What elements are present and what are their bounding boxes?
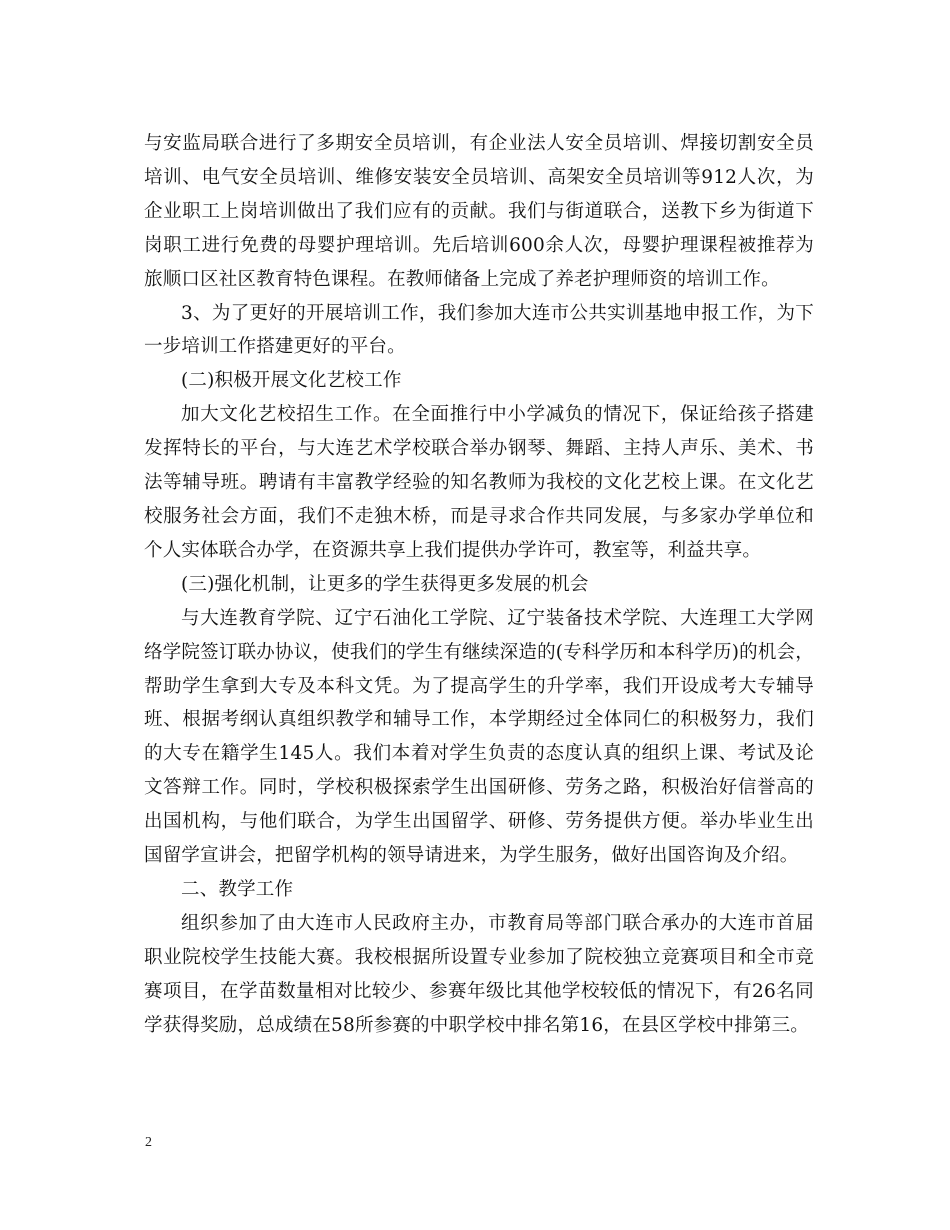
section-heading-teaching-work: 二、教学工作 — [181, 878, 294, 900]
section-heading-arts-school: (二)积极开展文化艺校工作 — [181, 370, 402, 392]
paragraph-skills-competition: 组织参加了由大连市人民政府主办，市教育局等部门联合承办的大连市首届职业院校学生技能大赛。我校根据所设置专业参加了院校独立竞赛项目和全市竞赛项目，在学苗数量相对比较少、参赛年级比其他学校较低的情况下，有26名同学获得奖励，总成绩在58所参赛的中职学校中排名第16，在县区学校中排第三。 — [144, 912, 814, 1036]
paragraph-arts-school-enrollment: 加大文化艺校招生工作。在全面推行中小学减负的情况下，保证给孩子搭建发挥特长的平台，与大连艺术学校联合举办钢琴、舞蹈、主持人声乐、美术、书法等辅导班。聘请有丰富教学经验的知名教师为我校的文化艺校上课。在文化艺校服务社会方面，我们不走独木桥，而是寻求合作共同发展，与多家办学单位和个人实体联合办学，在资源共享上我们提供办学许可，教室等，利益共享。 — [144, 404, 814, 561]
page-body — [144, 127, 814, 1042]
paragraph-continued-training: 与安监局联合进行了多期安全员培训，有企业法人安全员培训、焊接切割安全员培训、电气安全员培训、维修安装安全员培训、高架安全员培训等912人次，为企业职工上岗培训做出了我们应有的贡献。我们与街道联合，送教下乡为街道下岗职工进行免费的母婴护理培训。先后培训600余人次，母婴护理课程被推荐为旅顺口区社区教育特色课程。在教师储备上完成了养老护理师资的培训工作。 — [144, 133, 814, 290]
paragraph-joint-education: 与大连教育学院、辽宁石油化工学院、辽宁装备技术学院、大连理工大学网络学院签订联办协议，使我们的学生有继续深造的(专科学历和本科学历)的机会，帮助学生拿到大专及本科文凭。为了提高学生的升学率，我们开设成考大专辅导班、根据考纲认真组织教学和辅导工作，本学期经过全体同仁的积极努力，我们的大专在籍学生145人。我们本着对学生负责的态度认真的组织上课、考试及论文答辩工作。同时，学校积极探索学生出国研修、劳务之路，积极治好信誉高的出国机构，与他们联合，为学生出国留学、研修、劳务提供方便。举办毕业生出国留学宣讲会，把留学机构的领导请进来，为学生服务，做好出国咨询及介绍。 — [144, 607, 814, 867]
page-number: 2 — [145, 1135, 152, 1150]
paragraph-item-3-public-training-base: 3、为了更好的开展培训工作，我们参加大连市公共实训基地申报工作，为下一步培训工作搭建更好的平台。 — [144, 302, 814, 358]
section-heading-strengthen-mechanism: (三)强化机制，让更多的学生获得更多发展的机会 — [181, 573, 589, 595]
